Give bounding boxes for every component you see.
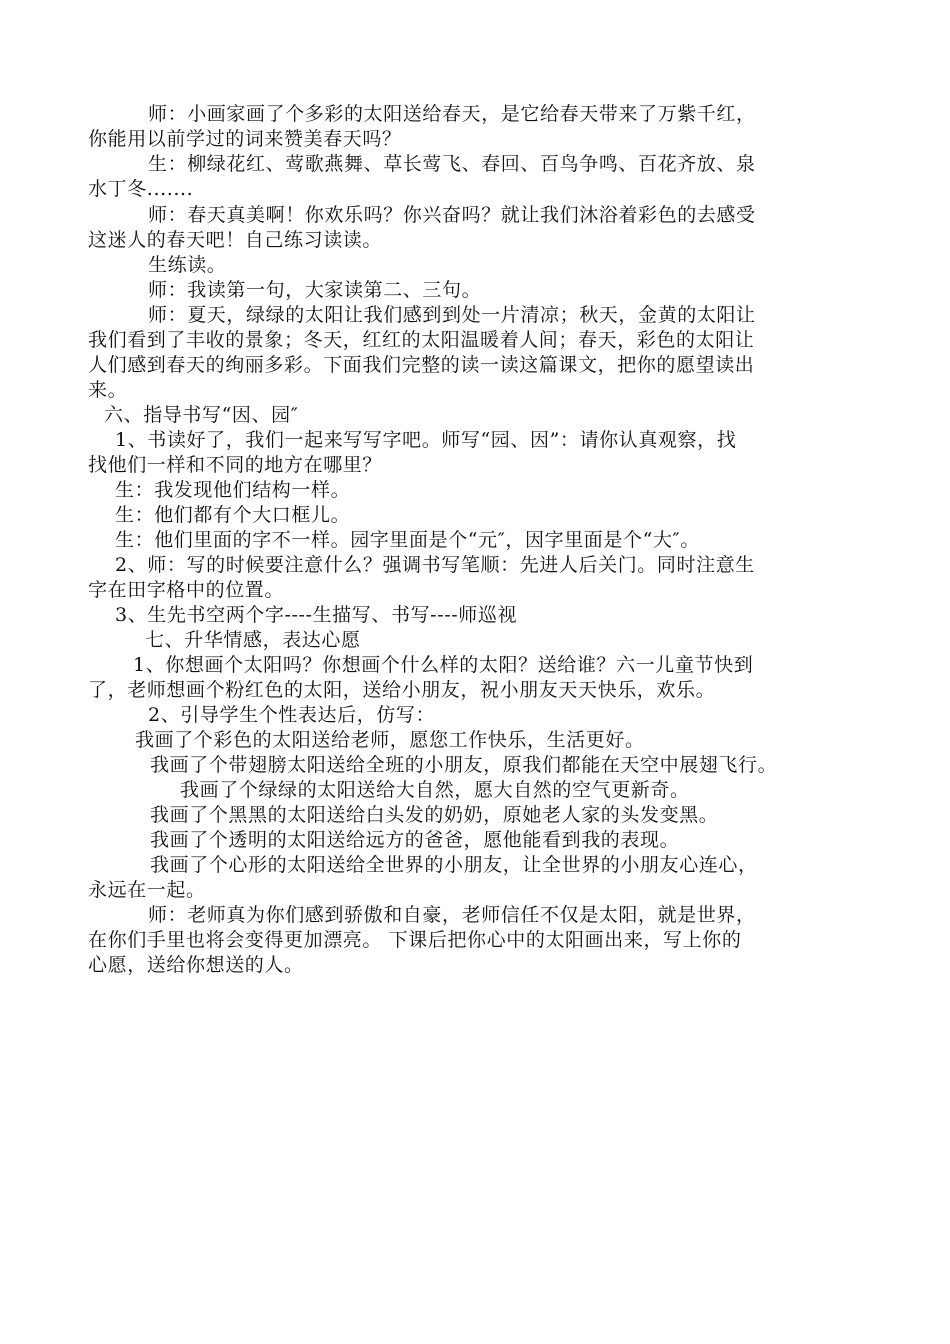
text-line: 你能用以前学过的词来赞美春天吗？ — [88, 128, 402, 150]
text-line: 生：柳绿花红、莺歌燕舞、草长莺飞、春回、百鸟争鸣、百花齐放、泉 — [148, 153, 756, 175]
text-line: 我们看到了丰收的景象；冬天，红红的太阳温暖着人间；春天，彩色的太阳让 — [88, 329, 755, 351]
text-line: 我画了个带翅膀太阳送给全班的小朋友，原我们都能在天空中展翅飞行。 — [150, 754, 778, 776]
text-line: 我画了个心形的太阳送给全世界的小朋友，让全世界的小朋友心连心， — [150, 854, 758, 876]
text-line: 找他们一样和不同的地方在哪里？ — [88, 454, 383, 476]
text-line: 生：他们都有个大口框儿。 — [115, 504, 351, 526]
text-line: 心愿，送给你想送的人。 — [88, 954, 304, 976]
text-line: 字在田字格中的位置。 — [88, 579, 285, 601]
text-line: 我画了个彩色的太阳送给老师，愿您工作快乐，生活更好。 — [135, 729, 645, 751]
section-heading: 七、升华情感，表达心愿 — [145, 629, 361, 651]
text-line: 师：春天真美啊！你欢乐吗？你兴奋吗？就让我们沐浴着彩色的去感受 — [148, 204, 756, 226]
text-line: 人们感到春天的绚丽多彩。下面我们完整的读一读这篇课文，把你的愿望读出 — [88, 354, 755, 376]
text-line: 水丁冬....... — [88, 178, 194, 200]
text-line: 在你们手里也将会变得更加漂亮。 下课后把你心中的太阳画出来，写上你的 — [88, 929, 742, 951]
text-line: 生练读。 — [148, 254, 227, 276]
text-line: 来。 — [88, 379, 128, 401]
text-line: 永远在一起。 — [88, 879, 206, 901]
section-heading: 六、指导书写“因、园″ — [104, 404, 299, 426]
text-line: 师：夏天，绿绿的太阳让我们感到到处一片清凉；秋天，金黄的太阳让 — [148, 304, 756, 326]
text-line: 2、师：写的时候要注意什么？强调书写笔顺：先进人后关门。同时注意生 — [115, 554, 755, 576]
text-line: 1、书读好了，我们一起来写写字吧。师写“园、因”：请你认真观察，找 — [115, 429, 737, 451]
text-line: 师：我读第一句，大家读第二、三句。 — [148, 279, 482, 301]
text-line: 师：老师真为你们感到骄傲和自豪，老师信任不仅是太阳，就是世界， — [148, 904, 756, 926]
text-line: 1、你想画个太阳吗？你想画个什么样的太阳？送给谁？六一儿童节快到 — [133, 654, 754, 676]
text-line: 生：他们里面的字不一样。园字里面是个“元″，因字里面是个“大″。 — [115, 529, 700, 551]
text-line: 师：小画家画了个多彩的太阳送给春天，是它给春天带来了万紫千红， — [148, 103, 756, 125]
text-line: 我画了个黑黑的太阳送给白头发的奶奶，原她老人家的头发变黑。 — [150, 804, 719, 826]
text-line: 2、引导学生个性表达后，仿写： — [148, 704, 436, 726]
text-line: 3、生先书空两个字----生描写、书写----师巡视 — [115, 604, 518, 626]
text-line: 这迷人的春天吧！自己练习读读。 — [88, 229, 383, 251]
text-line: 生：我发现他们结构一样。 — [115, 479, 351, 501]
text-line: 了，老师想画个粉红色的太阳，送给小朋友，祝小朋友天天快乐，欢乐。 — [88, 679, 716, 701]
text-line: 我画了个透明的太阳送给远方的爸爸，愿他能看到我的表现。 — [150, 829, 680, 851]
text-line: 我画了个绿绿的太阳送给大自然，愿大自然的空气更新奇。 — [180, 779, 690, 801]
